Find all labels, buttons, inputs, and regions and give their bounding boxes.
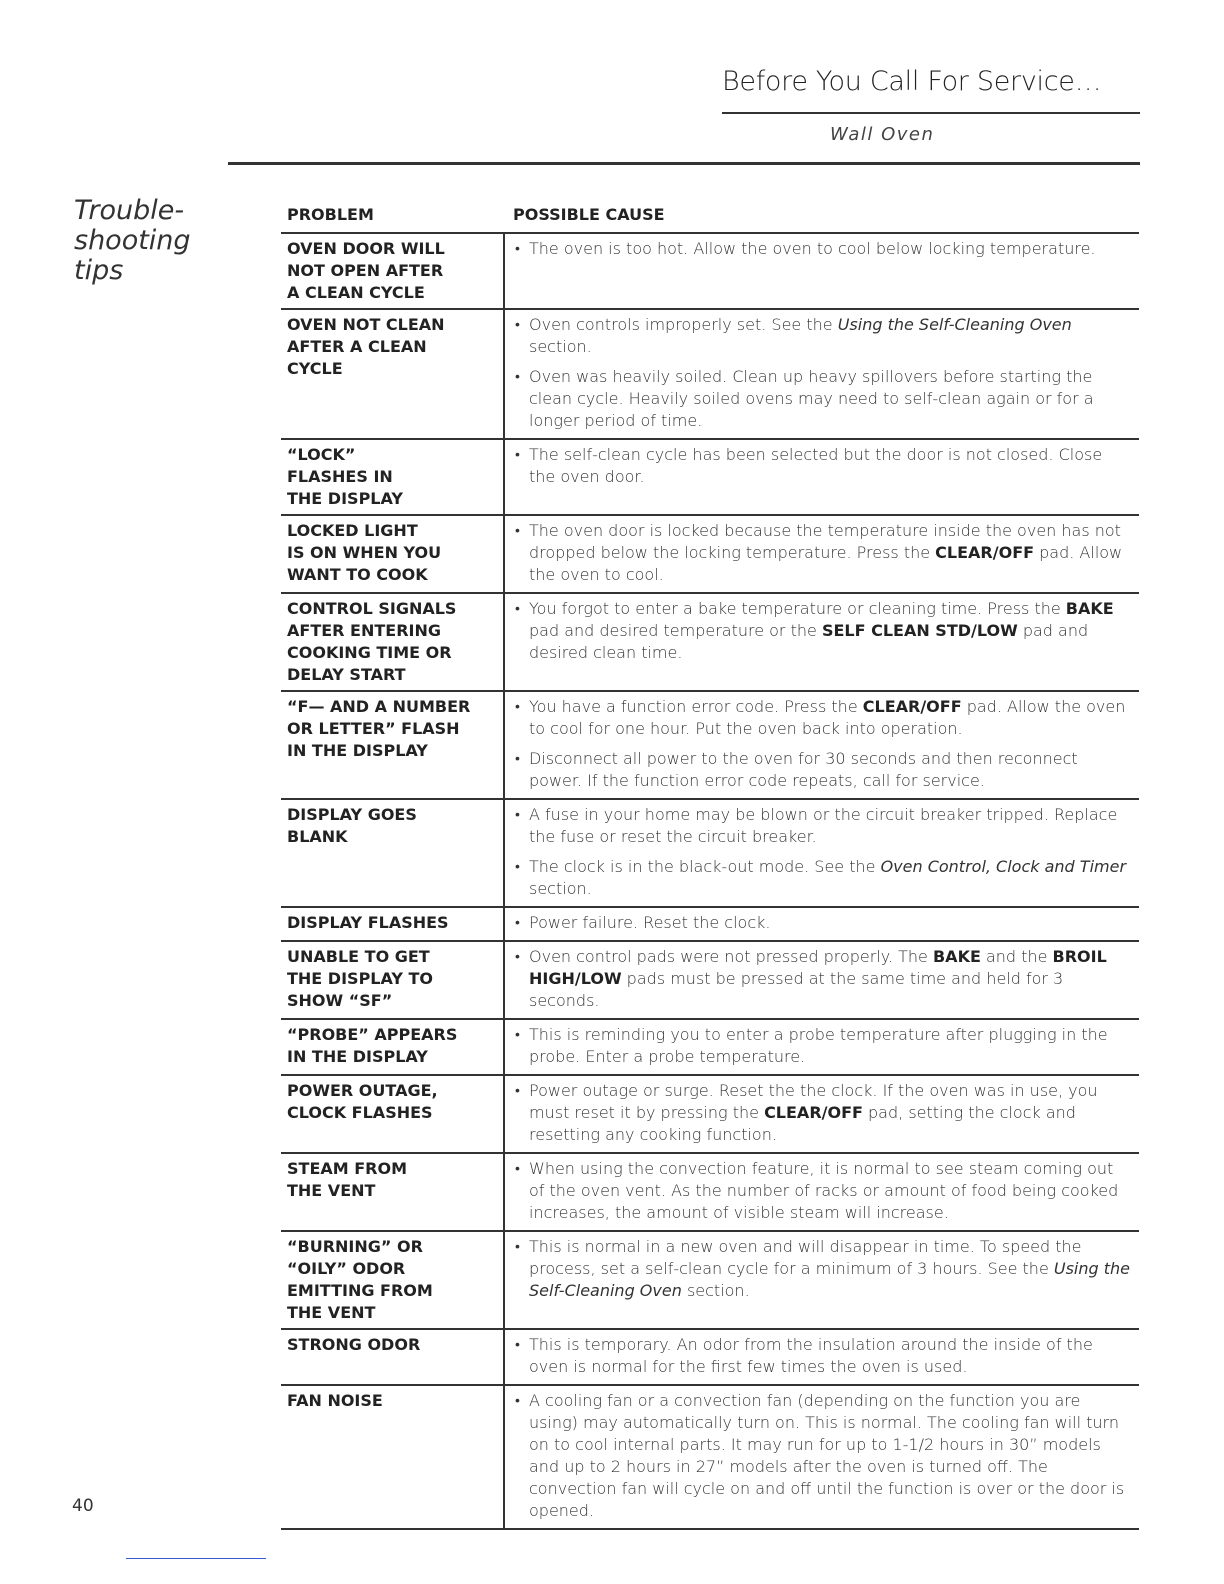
- cause-item: [515, 314, 1133, 358]
- table-row: [281, 908, 1139, 942]
- cause-cell: [505, 234, 1139, 308]
- cause-cell: [505, 310, 1139, 438]
- troubleshooting-table: [281, 205, 1139, 1530]
- column-header-problem: PROBLEM: [287, 205, 374, 224]
- cause-text: Oven controls improperly set. See the: [529, 315, 838, 334]
- section-title: Trouble- shooting tips: [74, 195, 191, 286]
- cause-cell: [505, 1330, 1139, 1384]
- cause-item: [515, 444, 1133, 488]
- cause-text: section.: [529, 879, 592, 898]
- cause-item: [515, 804, 1133, 848]
- pad-name: SELF CLEAN STD/LOW: [821, 621, 1018, 640]
- cause-cell: [505, 594, 1139, 690]
- cause-item: [515, 598, 1133, 664]
- cause-text: pad. Allow the oven to cool.: [529, 543, 1123, 584]
- title-rule: [722, 112, 1140, 114]
- cause-item: [515, 946, 1133, 1012]
- cause-text: This is temporary. An odor from the insulation around the inside of the oven is normal for the first few times the oven is used.: [529, 1335, 1093, 1376]
- cause-item: [515, 1236, 1133, 1302]
- cause-text: A fuse in your home may be blown or the circuit breaker tripped. Replace the fuse or reset the circuit breaker.: [529, 805, 1118, 846]
- header-rule: [228, 162, 1140, 165]
- cause-cell: [505, 692, 1139, 798]
- pad-name: CLEAR/OFF: [764, 1103, 863, 1122]
- cause-text: pad. Allow the oven to cool for one hour. Put the oven back into operation.: [529, 697, 1126, 738]
- problem-cell: “BURNING” OR “OILY” ODOR EMITTING FROM THE VENT: [281, 1232, 505, 1328]
- cause-text: and the: [980, 947, 1053, 966]
- cause-text: A cooling fan or a convection fan (depending on the function you are using) may automatically turn on. This is normal. The cooling fan will turn on to cool internal parts. It may run for up to 1-1/2 hours in 30” models and up to 2 hours in 27” models after the oven is turned off. The convection fan will cycle on and off until the function is over or the door is opened.: [529, 1391, 1125, 1520]
- problem-cell: UNABLE TO GET THE DISPLAY TO SHOW “SF”: [281, 942, 505, 1018]
- cause-cell: [505, 800, 1139, 906]
- table-row: [281, 1232, 1139, 1330]
- bullet-icon: •: [515, 699, 520, 715]
- table-row: [281, 594, 1139, 692]
- bullet-icon: •: [515, 447, 520, 463]
- cause-item: [515, 520, 1133, 586]
- cause-item: [515, 1334, 1133, 1378]
- cause-text: This is reminding you to enter a probe temperature after plugging in the probe. Enter a probe temperature.: [529, 1025, 1108, 1066]
- problem-cell: STEAM FROM THE VENT: [281, 1154, 505, 1230]
- cause-cell: [505, 1232, 1139, 1328]
- cause-item: [515, 856, 1133, 900]
- section-reference: Using the Self-Cleaning Oven: [837, 315, 1072, 334]
- column-header-cause: POSSIBLE CAUSE: [513, 205, 665, 224]
- cause-item: [515, 1158, 1133, 1224]
- cause-text: The clock is in the black-out mode. See the: [529, 857, 881, 876]
- table-row: [281, 1076, 1139, 1154]
- pad-name: BROIL HIGH/LOW: [529, 947, 1107, 988]
- section-reference: Using the Self-Cleaning Oven: [529, 1259, 1131, 1300]
- cause-item: [515, 912, 1133, 934]
- cause-item: [515, 748, 1133, 792]
- cause-text: pad, setting the clock and resetting any cooking function.: [529, 1103, 1076, 1144]
- cause-cell: [505, 516, 1139, 592]
- problem-cell: POWER OUTAGE, CLOCK FLASHES: [281, 1076, 505, 1152]
- bullet-icon: •: [515, 523, 520, 539]
- page-subtitle: Wall Oven: [830, 124, 935, 145]
- pad-name: BAKE: [1065, 599, 1114, 618]
- cause-cell: [505, 1386, 1139, 1528]
- bullet-icon: •: [515, 1083, 520, 1099]
- cause-text: The oven door is locked because the temperature inside the oven has not dropped below the locking temperature. Press the: [529, 521, 1121, 562]
- section-reference: Oven Control, Clock and Timer: [880, 857, 1127, 876]
- bullet-icon: •: [515, 1239, 520, 1255]
- page-title: Before You Call For Service…: [722, 66, 1102, 97]
- problem-cell: OVEN NOT CLEAN AFTER A CLEAN CYCLE: [281, 310, 505, 438]
- table-row: [281, 692, 1139, 800]
- problem-cell: STRONG ODOR: [281, 1330, 505, 1384]
- cause-text: section.: [529, 337, 592, 356]
- problem-cell: DISPLAY GOES BLANK: [281, 800, 505, 906]
- bullet-icon: •: [515, 915, 520, 931]
- cause-cell: [505, 440, 1139, 514]
- cause-text: You have a function error code. Press the: [529, 697, 863, 716]
- bullet-icon: •: [515, 1393, 520, 1409]
- cause-text: Power outage or surge. Reset the the clock. If the oven was in use, you must reset it by pressing the: [529, 1081, 1098, 1122]
- bullet-icon: •: [515, 751, 520, 767]
- table-row: [281, 1020, 1139, 1076]
- pad-name: BAKE: [932, 947, 981, 966]
- cause-text: pads must be pressed at the same time and held for 3 seconds.: [529, 969, 1064, 1010]
- problem-cell: CONTROL SIGNALS AFTER ENTERING COOKING TIME OR DELAY START: [281, 594, 505, 690]
- bullet-icon: •: [515, 601, 520, 617]
- bullet-icon: •: [515, 1161, 520, 1177]
- table-row: [281, 1386, 1139, 1530]
- cause-item: [515, 1024, 1133, 1068]
- cause-text: Power failure. Reset the clock.: [529, 913, 771, 932]
- problem-cell: “LOCK” FLASHES IN THE DISPLAY: [281, 440, 505, 514]
- cause-item: [515, 238, 1133, 260]
- cause-item: [515, 366, 1133, 432]
- cause-text: When using the convection feature, it is normal to see steam coming out of the oven vent. As the number of racks or amount of food being cooked increases, the amount of visible steam will increase.: [529, 1159, 1119, 1222]
- table-row: [281, 942, 1139, 1020]
- cause-text: pad and desired clean time.: [529, 621, 1089, 662]
- cause-text: You forgot to enter a bake temperature or cleaning time. Press the: [529, 599, 1066, 618]
- cause-cell: [505, 1020, 1139, 1074]
- bullet-icon: •: [515, 1337, 520, 1353]
- pad-name: CLEAR/OFF: [862, 697, 962, 716]
- table-row: [281, 440, 1139, 516]
- cause-text: This is normal in a new oven and will disappear in time. To speed the process, set a self-clean cycle for a minimum of 3 hours. See the: [529, 1237, 1082, 1278]
- bullet-icon: •: [515, 807, 520, 823]
- table-header: [281, 205, 1139, 234]
- cause-item: [515, 696, 1133, 740]
- cause-text: Oven control pads were not pressed properly. The: [529, 947, 933, 966]
- table-row: [281, 310, 1139, 440]
- page-number: 40: [72, 1496, 94, 1516]
- cause-text: The self-clean cycle has been selected but the door is not closed. Close the oven door.: [529, 445, 1103, 486]
- bullet-icon: •: [515, 1027, 520, 1043]
- bullet-icon: •: [515, 949, 520, 965]
- cause-cell: [505, 942, 1139, 1018]
- cause-text: pad and desired temperature or the: [529, 621, 822, 640]
- problem-cell: LOCKED LIGHT IS ON WHEN YOU WANT TO COOK: [281, 516, 505, 592]
- cause-text: Disconnect all power to the oven for 30 seconds and then reconnect power. If the function error code repeats, call for service.: [529, 749, 1078, 790]
- cause-cell: [505, 1154, 1139, 1230]
- problem-cell: “PROBE” APPEARS IN THE DISPLAY: [281, 1020, 505, 1074]
- bullet-icon: •: [515, 241, 520, 257]
- problem-cell: FAN NOISE: [281, 1386, 505, 1528]
- problem-cell: “F— AND A NUMBER OR LETTER” FLASH IN THE DISPLAY: [281, 692, 505, 798]
- cause-cell: [505, 908, 1139, 940]
- table-row: [281, 1154, 1139, 1232]
- table-row: [281, 234, 1139, 310]
- bullet-icon: •: [515, 369, 520, 385]
- table-row: [281, 516, 1139, 594]
- cause-text: The oven is too hot. Allow the oven to cool below locking temperature.: [529, 239, 1096, 258]
- bottom-mark: [126, 1558, 266, 1559]
- bullet-icon: •: [515, 317, 520, 333]
- cause-item: [515, 1390, 1133, 1522]
- bullet-icon: •: [515, 859, 520, 875]
- table-body: [281, 234, 1139, 1530]
- pad-name: CLEAR/OFF: [935, 543, 1035, 562]
- problem-cell: DISPLAY FLASHES: [281, 908, 505, 940]
- cause-cell: [505, 1076, 1139, 1152]
- cause-item: [515, 1080, 1133, 1146]
- table-row: [281, 800, 1139, 908]
- cause-text: Oven was heavily soiled. Clean up heavy spillovers before starting the clean cycle. Heavily soiled ovens may need to self-clean again or for a longer period of time.: [529, 367, 1094, 430]
- table-row: [281, 1330, 1139, 1386]
- problem-cell: OVEN DOOR WILL NOT OPEN AFTER A CLEAN CYCLE: [281, 234, 505, 308]
- cause-text: section.: [681, 1281, 750, 1300]
